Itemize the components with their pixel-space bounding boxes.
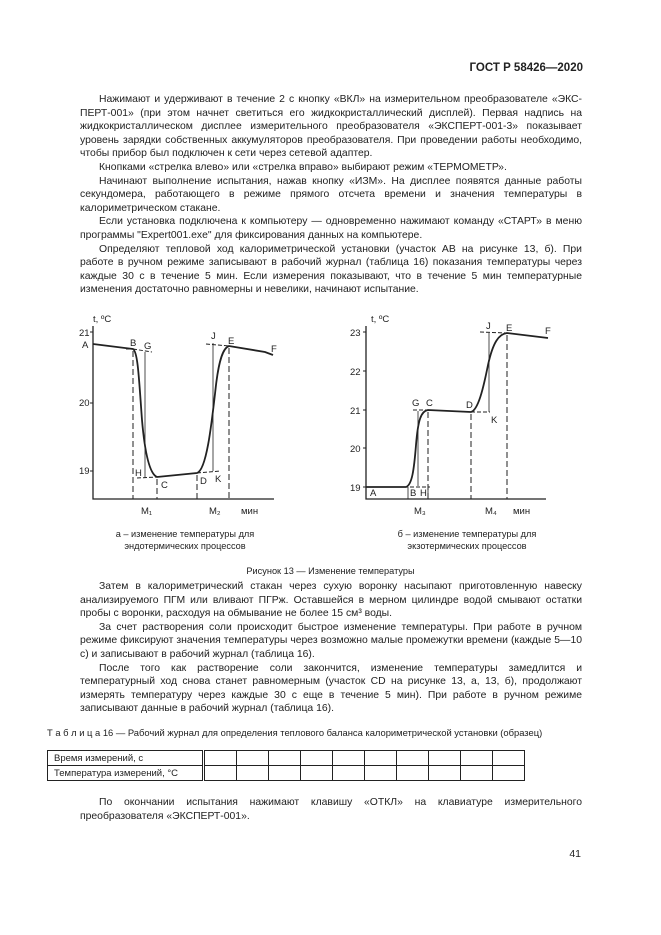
point-label: E bbox=[506, 323, 513, 334]
mark-label: M₁ bbox=[141, 506, 153, 517]
tick-label: 23 bbox=[350, 328, 361, 339]
point-label: B bbox=[130, 338, 137, 349]
empty-cell bbox=[429, 766, 461, 781]
table-row bbox=[48, 766, 525, 781]
mark-label: M₂ bbox=[209, 506, 221, 517]
tick-label: 19 bbox=[350, 483, 361, 494]
point-label: C bbox=[426, 398, 433, 409]
tick-label: 21 bbox=[350, 406, 361, 417]
empty-cell bbox=[301, 751, 333, 766]
tick-label: 20 bbox=[79, 398, 90, 409]
x-unit-label: мин bbox=[241, 506, 259, 517]
point-label: F bbox=[271, 344, 277, 355]
point-label: A bbox=[82, 340, 89, 351]
caption-line: эндотермических процессов bbox=[124, 541, 246, 551]
empty-cell bbox=[493, 766, 525, 781]
left-chart-labels bbox=[79, 314, 277, 517]
table-16 bbox=[47, 750, 525, 781]
point-label: K bbox=[215, 474, 222, 485]
paragraph: Начинают выполнение испытания, нажав кнопку «ИЗМ». На дисплее появятся данные работы секундомера, работающего в режиме прямого отсчета времени и значения температуры в калориметрическом стакане. bbox=[80, 175, 582, 214]
empty-cell bbox=[397, 751, 429, 766]
empty-cell bbox=[333, 766, 365, 781]
table-row bbox=[48, 751, 525, 766]
caption-line: экзотермических процессов bbox=[407, 541, 527, 551]
point-label: H bbox=[135, 468, 142, 479]
point-label: C bbox=[161, 480, 168, 491]
empty-cell bbox=[493, 751, 525, 766]
y-axis-label: t, ºC bbox=[371, 314, 390, 325]
left-axes bbox=[93, 326, 274, 499]
caption-right bbox=[372, 528, 562, 552]
caption-line: б – изменение температуры для bbox=[397, 529, 537, 539]
caption-left bbox=[95, 528, 275, 552]
point-label: K bbox=[491, 415, 498, 426]
paragraph: Определяют тепловой ход калориметрической установки (участок АВ на рисунке 13, б). При работе в ручном режиме записывают в рабочий журнал (таблица 16) показания температуры через каждые 30 с в течение 5 мин. Если измерения показывают, что в течение 5 мин температурные изменения достаточно равномерны и невелики, начинают испытание. bbox=[80, 243, 582, 296]
point-label: H bbox=[420, 488, 427, 499]
row-header: Температура измерений, °C bbox=[48, 766, 204, 781]
paragraph: Кнопками «стрелка влево» или «стрелка вправо» выбирают режим «ТЕРМОМЕТР». bbox=[99, 161, 507, 173]
empty-cell bbox=[204, 751, 237, 766]
row-header: Время измерений, с bbox=[48, 751, 204, 766]
paragraph: По окончании испытания нажимают клавишу «ОТКЛ» на клавиатуре измерительного преобразователя «ЭКСПЕРТ-001». bbox=[80, 797, 582, 822]
empty-cell bbox=[365, 751, 397, 766]
paragraph: После того как растворение соли закончится, изменение температуры замедлится и температурный ход снова станет равномерным (участок CD на рисунке 13, а, 13, б), продолжают измерять температуру через каждые 30 с еще в течение 5 мин). При работе в ручном режиме записывают данные в рабочий журнал (таблица 16). bbox=[80, 662, 582, 715]
right-curve bbox=[366, 333, 548, 487]
empty-cell bbox=[365, 766, 397, 781]
text-block-end bbox=[80, 796, 582, 823]
paragraph: За счет растворения соли происходит быстрое изменение температуры. При работе в ручном режиме фиксируют значения температуры через возможно малые промежутки времени (каждые 5—10 с) и записывают в рабочий журнал (таблица 16). bbox=[80, 621, 582, 660]
paragraph: Затем в калориметрический стакан через сухую воронку насыпают приготовленную навеску анализируемого ПГМ или вливают ПГРж. Оставшейся в мерном цилиндре водой смывают остатки пробы с воронки, расходуя на обмывание не более 15 см³ воды. bbox=[80, 581, 582, 620]
empty-cell bbox=[397, 766, 429, 781]
empty-cell bbox=[461, 751, 493, 766]
empty-cell bbox=[269, 766, 301, 781]
empty-cell bbox=[333, 751, 365, 766]
point-label: B bbox=[410, 488, 417, 499]
right-axes bbox=[366, 326, 546, 499]
tick-label: 19 bbox=[79, 466, 90, 477]
mark-label: M₃ bbox=[414, 506, 426, 517]
y-axis-label: t, ºC bbox=[93, 314, 112, 325]
left-curve bbox=[93, 344, 273, 477]
point-label: D bbox=[200, 476, 207, 487]
empty-cell bbox=[301, 766, 333, 781]
empty-cell bbox=[269, 751, 301, 766]
point-label: E bbox=[228, 336, 235, 347]
point-label: J bbox=[486, 321, 491, 332]
text-block-mid bbox=[80, 580, 582, 716]
mark-label: M₄ bbox=[485, 506, 497, 517]
point-label: J bbox=[211, 331, 216, 342]
point-label: G bbox=[144, 341, 152, 352]
paragraph: Если установка подключена к компьютеру — одновременно нажимают команду «СТАРТ» в меню программы "Expert001.exe" для фиксирования данных на компьютере. bbox=[80, 216, 582, 241]
paragraph: Нажимают и удерживают в течение 2 с кнопку «ВКЛ» на измерительном преобразователе «ЭКС-ПЕРТ-001» (при этом начнет светиться его жидкокристаллический дисплей). Первая надпись на жидкокристаллическом дисплее измерительного преобразователя «ЭКСПЕРТ-001-3» показывает уровень зарядки собственных аккумуляторов преобразователя. При проведении работы необходимо, чтобы прибор был подключен к сети через сетевой адаптер. bbox=[80, 94, 582, 160]
point-label: G bbox=[412, 398, 420, 409]
point-label: A bbox=[370, 488, 377, 499]
document-code: ГОСТ Р 58426—2020 bbox=[469, 62, 583, 74]
empty-cell bbox=[461, 766, 493, 781]
tick-label: 20 bbox=[350, 444, 361, 455]
caption-line: а – изменение температуры для bbox=[115, 529, 255, 539]
page-number: 41 bbox=[569, 848, 581, 860]
figure-title: Рисунок 13 — Изменение температуры bbox=[246, 566, 415, 576]
empty-cell bbox=[429, 751, 461, 766]
tick-label: 21 bbox=[79, 328, 90, 339]
point-label: D bbox=[466, 400, 473, 411]
tick-label: 22 bbox=[350, 367, 361, 378]
point-label: F bbox=[545, 326, 551, 337]
table-caption: Т а б л и ц а 16 — Рабочий журнал для определения теплового баланса калориметрической установки (образец) bbox=[47, 727, 543, 738]
empty-cell bbox=[204, 766, 237, 781]
x-unit-label: мин bbox=[513, 506, 531, 517]
empty-cell bbox=[237, 766, 269, 781]
empty-cell bbox=[237, 751, 269, 766]
